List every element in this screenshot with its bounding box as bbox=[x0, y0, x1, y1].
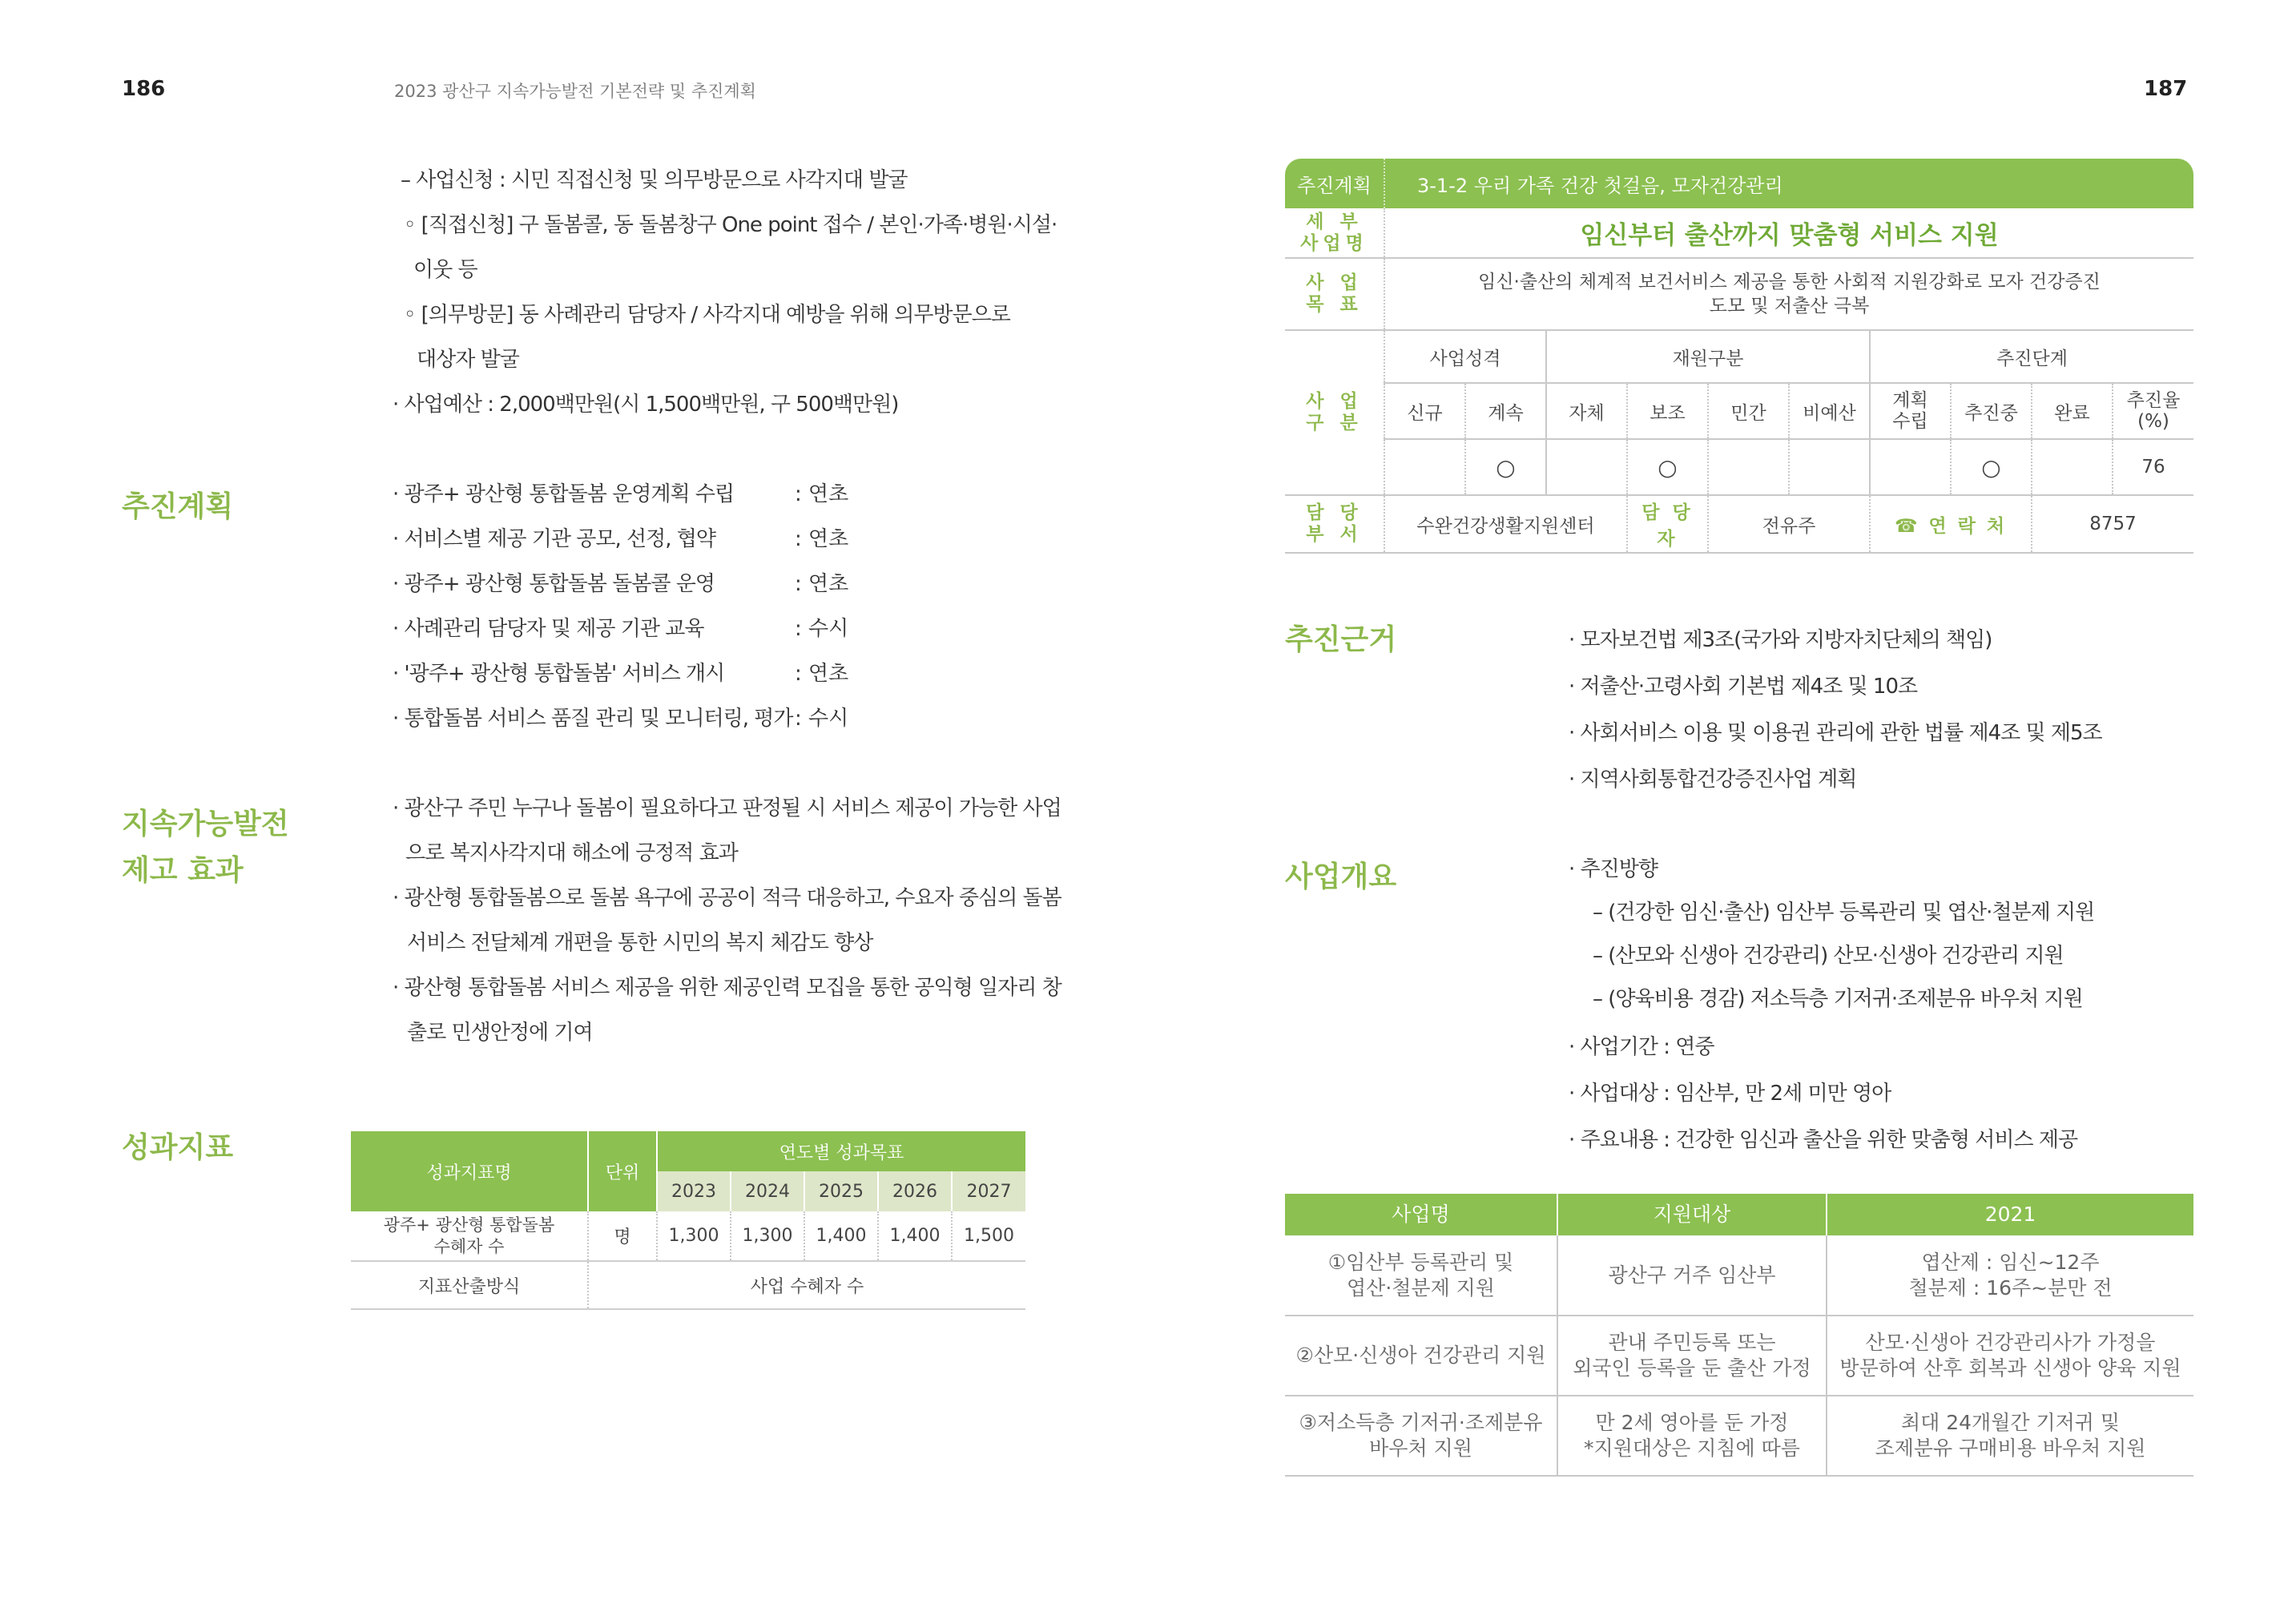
intro-line: 이웃 등 bbox=[413, 258, 477, 282]
section-title-performance: 성과지표 bbox=[122, 1131, 234, 1164]
cell-line: 방문하여 산후 회복과 신생아 양육 지원 bbox=[1839, 1356, 2181, 1380]
plan-dept-value: 수완건강생활지원센터 bbox=[1384, 495, 1627, 553]
biz-row-support bbox=[1827, 1235, 2193, 1316]
plan-item: · 사례관리 담당자 및 제공 기관 교육 bbox=[393, 617, 704, 641]
cell-line: 산모·신생아 건강관리사가 가정을 bbox=[1865, 1331, 2156, 1354]
basis-line: · 저출산·고령사회 기본법 제4조 및 10조 bbox=[1569, 675, 1918, 699]
perf-method-value: 사업 수혜자 수 bbox=[588, 1261, 1025, 1309]
plan-mark-continue: ○ bbox=[1465, 439, 1546, 495]
perf-year: 2024 bbox=[731, 1171, 804, 1211]
plan-cell-private bbox=[1708, 439, 1789, 495]
cell-line: 광산구 거주 임산부 bbox=[1608, 1263, 1776, 1287]
perf-row-name-line: 수혜자 수 bbox=[433, 1236, 505, 1256]
section-title-plan: 추진계획 bbox=[122, 490, 234, 523]
biz-row-target bbox=[1557, 1316, 1827, 1396]
biz-row-support bbox=[1827, 1396, 2193, 1476]
plan-col-ongoing: 추진중 bbox=[1951, 383, 2032, 439]
cell-line: ①임산부 등록관리 및 bbox=[1327, 1250, 1514, 1274]
perf-row-name bbox=[351, 1211, 588, 1261]
cell-line: 철분제 : 16주~분만 전 bbox=[1908, 1275, 2113, 1300]
plan-col-continue: 계속 bbox=[1465, 383, 1546, 439]
plan-sub-value: 임신부터 출산까지 맞춤형 서비스 지원 bbox=[1384, 208, 2193, 258]
col-line: 추진율 bbox=[2126, 390, 2181, 411]
plan-contact-label: ☎ 연 락 처 bbox=[1870, 495, 2032, 553]
effect-line: 으로 복지사각지대 해소에 긍정적 효과 bbox=[405, 841, 738, 865]
plan-sub-label bbox=[1285, 208, 1384, 258]
goal-line: 임신·출산의 체계적 보건서비스 제공을 통한 사회적 지원강화로 모자 건강증진 bbox=[1478, 272, 2101, 292]
perf-header-name: 성과지표명 bbox=[351, 1131, 588, 1211]
plan-col-rate bbox=[2113, 383, 2193, 439]
plan-rate-value: 76 bbox=[2113, 439, 2193, 495]
plan-contact-value: 8757 bbox=[2032, 495, 2193, 553]
perf-year: 2025 bbox=[804, 1171, 878, 1211]
perf-row-value: 1,500 bbox=[952, 1211, 1025, 1261]
cell-line: 외국인 등록을 둔 출산 가정 bbox=[1573, 1356, 1811, 1380]
cell-line: ②산모·신생아 건강관리 지원 bbox=[1295, 1344, 1546, 1367]
plan-group-finance: 재원구분 bbox=[1546, 330, 1870, 383]
effect-line: · 광산구 주민 누구나 돌봄이 필요하다고 판정될 시 서비스 제공이 가능한 사업 bbox=[393, 796, 1061, 820]
overview-line: · 주요내용 : 건강한 임신과 출산을 위한 맞춤형 서비스 제공 bbox=[1569, 1128, 2078, 1152]
cell-line: *지원대상은 지침에 따름 bbox=[1584, 1437, 1800, 1460]
plan-item-time: : 수시 bbox=[795, 617, 849, 641]
perf-year: 2027 bbox=[952, 1171, 1025, 1211]
overview-line: – (산모와 신생아 건강관리) 산모·신생아 건강관리 지원 bbox=[1593, 944, 2064, 968]
page-number-right: 187 bbox=[2144, 77, 2188, 101]
perf-method-label: 지표산출방식 bbox=[351, 1261, 588, 1309]
overview-line: · 추진방향 bbox=[1569, 857, 1658, 881]
page-number-left: 186 bbox=[122, 77, 166, 101]
cell-line: 만 2세 영아를 둔 가정 bbox=[1595, 1411, 1789, 1434]
plan-col-nonbudget: 비예산 bbox=[1789, 383, 1870, 439]
perf-row-value: 1,300 bbox=[657, 1211, 731, 1261]
col-line: 수립 bbox=[1892, 411, 1928, 432]
plan-item: · 서비스별 제공 기관 공모, 선정, 협약 bbox=[393, 527, 716, 551]
plan-item-time: : 연초 bbox=[795, 527, 849, 551]
label-line: 사 업 bbox=[1306, 391, 1363, 412]
perf-row-value: 1,400 bbox=[804, 1211, 878, 1261]
overview-line: – (건강한 임신·출산) 임산부 등록관리 및 엽산·철분제 지원 bbox=[1593, 901, 2095, 925]
effect-line: · 광산형 통합돌봄으로 돌봄 욕구에 공공이 적극 대응하고, 수요자 중심의 돌봄 bbox=[393, 886, 1061, 910]
perf-year: 2023 bbox=[657, 1171, 731, 1211]
cell-line: 조제분유 구매비용 바우처 지원 bbox=[1875, 1437, 2146, 1460]
perf-row-value: 1,400 bbox=[878, 1211, 952, 1261]
perf-year: 2026 bbox=[878, 1171, 952, 1211]
plan-mark-subsidy: ○ bbox=[1627, 439, 1708, 495]
intro-line: · 사업예산 : 2,000백만원(시 1,500백만원, 구 500백만원) bbox=[393, 393, 899, 417]
biz-row-name bbox=[1285, 1396, 1557, 1476]
label-line: 부 서 bbox=[1306, 524, 1363, 545]
overview-line: – (양육비용 경감) 저소득층 기저귀·조제분유 바우처 지원 bbox=[1593, 987, 2083, 1011]
plan-col-self: 자체 bbox=[1546, 383, 1627, 439]
plan-cell-done bbox=[2032, 439, 2113, 495]
performance-table bbox=[351, 1131, 1025, 1310]
label-line: 사 업 bbox=[1306, 272, 1363, 293]
plan-cell-self bbox=[1546, 439, 1627, 495]
biz-row-target bbox=[1557, 1235, 1827, 1316]
label-line: 목 표 bbox=[1306, 294, 1363, 315]
perf-row-name-line: 광주+ 광산형 통합돌봄 bbox=[383, 1215, 555, 1235]
plan-cell-new bbox=[1384, 439, 1465, 495]
biz-header: 2021 bbox=[1827, 1194, 2193, 1235]
biz-row-name bbox=[1285, 1316, 1557, 1396]
plan-header-label: 추진계획 bbox=[1285, 159, 1384, 208]
cell-line: 바우처 지원 bbox=[1369, 1437, 1472, 1460]
biz-row-name bbox=[1285, 1235, 1557, 1316]
plan-header-value: 3-1-2 우리 가족 건강 첫걸음, 모자건강관리 bbox=[1384, 159, 2193, 208]
plan-goal-value bbox=[1384, 258, 2193, 330]
plan-item: · '광주+ 광산형 통합돌봄' 서비스 개시 bbox=[393, 662, 725, 686]
plan-person-value: 전유주 bbox=[1708, 495, 1870, 553]
perf-header-unit: 단위 bbox=[588, 1131, 657, 1211]
plan-item: · 통합돌봄 서비스 품질 관리 및 모니터링, 평가 bbox=[393, 707, 793, 731]
intro-line: – 사업신청 : 시민 직접신청 및 의무방문으로 사각지대 발굴 bbox=[401, 168, 908, 192]
basis-line: · 사회서비스 이용 및 이용권 관리에 관한 법률 제4조 및 제5조 bbox=[1569, 721, 2102, 745]
intro-line: ◦ [의무방문] 동 사례관리 담당자 / 사각지대 예방을 위해 의무방문으로 bbox=[404, 303, 1010, 327]
cell-line: 엽산·철분제 지원 bbox=[1347, 1275, 1495, 1300]
plan-cell-planning bbox=[1870, 439, 1951, 495]
plan-summary-table bbox=[1285, 159, 2193, 554]
goal-line: 도모 및 저출산 극복 bbox=[1709, 296, 1870, 316]
plan-dept-label bbox=[1285, 495, 1384, 553]
plan-col-new: 신규 bbox=[1384, 383, 1465, 439]
plan-group-nature: 사업성격 bbox=[1384, 330, 1546, 383]
plan-cell-nonbudget bbox=[1789, 439, 1870, 495]
plan-col-subsidy: 보조 bbox=[1627, 383, 1708, 439]
effect-line: 출로 민생안정에 기여 bbox=[407, 1021, 593, 1045]
label-line: 세 부 bbox=[1306, 211, 1363, 232]
plan-mark-ongoing: ○ bbox=[1951, 439, 2032, 495]
plan-col-private: 민간 bbox=[1708, 383, 1789, 439]
perf-header-yearly: 연도별 성과목표 bbox=[657, 1131, 1025, 1171]
perf-row-unit: 명 bbox=[588, 1211, 657, 1261]
biz-row-target bbox=[1557, 1396, 1827, 1476]
business-table bbox=[1285, 1194, 2193, 1477]
plan-item-time: : 수시 bbox=[795, 707, 849, 731]
section-title-effect-line2: 제고 효과 bbox=[122, 854, 244, 887]
label-line: 구 분 bbox=[1306, 413, 1363, 433]
overview-line: · 사업기간 : 연중 bbox=[1569, 1035, 1714, 1059]
plan-cls-label bbox=[1285, 330, 1384, 495]
effect-line: 서비스 전달체계 개편을 통한 시민의 복지 체감도 향상 bbox=[407, 931, 873, 955]
col-line: 계획 bbox=[1892, 390, 1928, 411]
intro-line: ◦ [직접신청] 구 돌봄콜, 동 돌봄창구 One point 접수 / 본인·가족·병원·시설· bbox=[404, 213, 1057, 237]
intro-line: 대상자 발굴 bbox=[417, 348, 519, 372]
plan-item-time: : 연초 bbox=[795, 572, 849, 596]
biz-header: 사업명 bbox=[1285, 1194, 1557, 1235]
overview-line: · 사업대상 : 임산부, 만 2세 미만 영아 bbox=[1569, 1082, 1891, 1106]
section-title-overview: 사업개요 bbox=[1285, 860, 1397, 893]
cell-line: 최대 24개월간 기저귀 및 bbox=[1900, 1411, 2120, 1434]
plan-col-planning bbox=[1870, 383, 1951, 439]
cell-line: 관내 주민등록 또는 bbox=[1608, 1331, 1776, 1354]
plan-item-time: : 연초 bbox=[795, 662, 849, 686]
cell-line: 엽산제 : 임신~12주 bbox=[1921, 1250, 2100, 1274]
plan-person-label: 담 당 자 bbox=[1627, 495, 1708, 553]
basis-line: · 지역사회통합건강증진사업 계획 bbox=[1569, 768, 1857, 792]
cell-line: ③저소득층 기저귀·조제분유 bbox=[1299, 1411, 1543, 1434]
plan-col-done: 완료 bbox=[2032, 383, 2113, 439]
plan-item-time: : 연초 bbox=[795, 482, 849, 506]
running-header-title: 2023 광산구 지속가능발전 기본전략 및 추진계획 bbox=[394, 82, 756, 101]
biz-header: 지원대상 bbox=[1557, 1194, 1827, 1235]
effect-line: · 광산형 통합돌봄 서비스 제공을 위한 제공인력 모집을 통한 공익형 일자리 창 bbox=[393, 976, 1061, 1000]
biz-row-support bbox=[1827, 1316, 2193, 1396]
section-title-effect: 지속가능발전 bbox=[122, 808, 289, 840]
plan-group-stage: 추진단계 bbox=[1870, 330, 2193, 383]
label-line: 사업명 bbox=[1300, 232, 1368, 254]
basis-line: · 모자보건법 제3조(국가와 지방자치단체의 책임) bbox=[1569, 628, 1992, 652]
plan-goal-label bbox=[1285, 258, 1384, 330]
section-title-basis: 추진근거 bbox=[1285, 623, 1397, 656]
col-line: (%) bbox=[2137, 411, 2169, 432]
perf-row-value: 1,300 bbox=[731, 1211, 804, 1261]
plan-item: · 광주+ 광산형 통합돌봄 돌봄콜 운영 bbox=[393, 572, 715, 596]
plan-item: · 광주+ 광산형 통합돌봄 운영계획 수립 bbox=[393, 482, 735, 506]
label-line: 담 당 bbox=[1306, 502, 1363, 523]
